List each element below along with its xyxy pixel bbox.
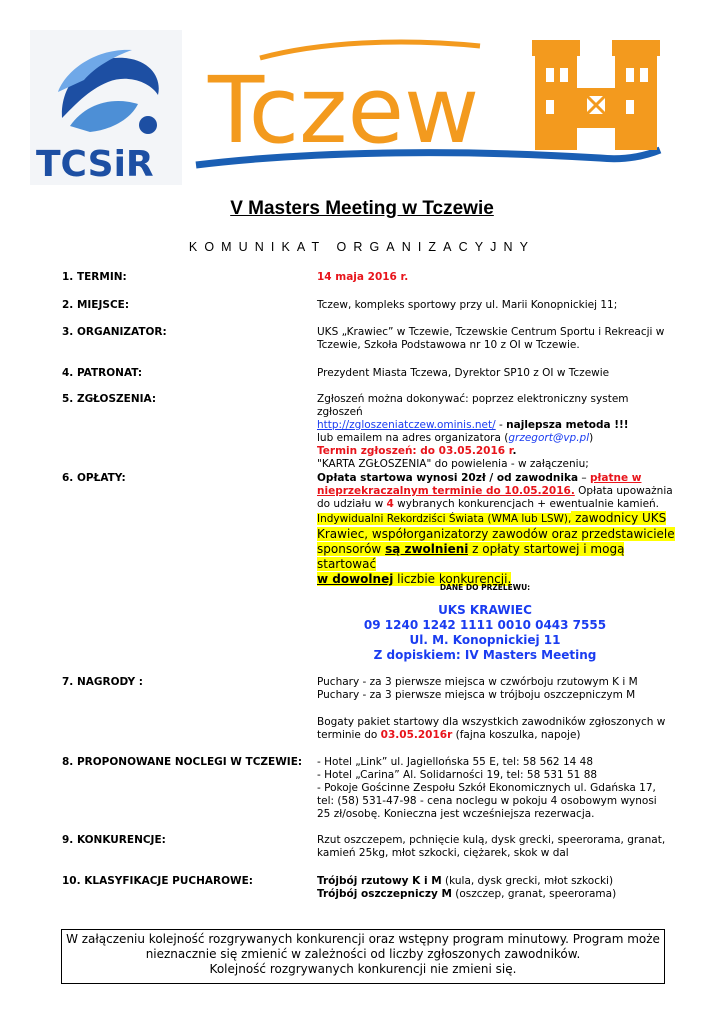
zgloszenia-line <box>317 432 677 445</box>
oplaty-line <box>317 498 677 511</box>
footer-line: Kolejność rozgrywanych konkurencji nie zmieni się. <box>209 962 517 976</box>
organizer-email[interactable]: grzegort@vp.pl <box>508 432 590 444</box>
klasyfikacje-value <box>317 875 677 901</box>
nagrody-line <box>317 729 677 742</box>
miejsce-label: 2. MIEJSCE: <box>62 299 130 311</box>
zgloszenia-line <box>317 445 677 458</box>
termin-value: 14 maja 2016 r. <box>317 271 409 283</box>
klasyfikacje-bold: Trójbój oszczepniczy M <box>317 888 452 900</box>
organizator-label: 3. ORGANIZATOR: <box>62 326 167 338</box>
registration-link[interactable]: http://zgloszeniatczew.ominis.net/ <box>317 419 496 431</box>
klasyfikacje-rest: (kula, dysk grecki, młot szkocki) <box>441 875 614 887</box>
fee-count: 4 <box>386 498 394 510</box>
exempt-bold: są zwolnieni <box>385 542 469 556</box>
noclegi-line: - Hotel „Carina” Al. Solidarności 19, tel: 58 531 51 88 <box>317 769 598 781</box>
nagrody-prefix: terminie do <box>317 729 381 741</box>
oplaty-line <box>317 527 677 542</box>
organizator-value <box>317 326 677 352</box>
konkurencje-value <box>317 834 677 860</box>
klasyfikacje-rest: (oszczep, granat, speerorama) <box>451 888 617 900</box>
klasyfikacje-label: 10. KLASYFIKACJE PUCHAROWE: <box>62 875 253 887</box>
email-suffix: ) <box>589 432 594 444</box>
exempt-text: z opłaty startowej i mogą startować <box>317 542 625 571</box>
konkurencje-label: 9. KONKURENCJE: <box>62 834 166 846</box>
konkurencje-line: kamień 25kg, młot szkocki, ciężarek, skok w dal <box>317 847 569 859</box>
oplaty-line <box>317 485 677 498</box>
oplaty-value <box>317 472 677 587</box>
deadline-suffix: . <box>512 445 517 457</box>
exempt-text: Indywidualni Rekordziści Świata (WMA lub LSW), <box>317 513 572 525</box>
oplaty-line <box>317 472 677 485</box>
fee-events: wybranych konkurencjach + ewentualnie kamień. <box>393 498 660 510</box>
bank-details <box>317 603 653 663</box>
noclegi-value <box>317 756 677 821</box>
zgloszenia-line: "KARTA ZGŁOSZENIA" do powielenia - w załączeniu; <box>317 458 589 470</box>
bank-line: Z dopiskiem: IV Masters Meeting <box>373 648 597 662</box>
nagrody-line: Puchary - za 3 pierwsze miejsca w czwórboju rzutowym K i M <box>317 676 638 688</box>
nagrody-label: 7. NAGRODY : <box>62 676 143 688</box>
konkurencje-line: Rzut oszczepem, pchnięcie kulą, dysk grecki, speerorama, granat, <box>317 834 666 846</box>
exempt-text: Krawiec, współorganizatorzy zawodów oraz przedstawiciele <box>317 527 675 541</box>
nagrody-line: Bogaty pakiet startowy dla wszystkich zawodników zgłoszonych w <box>317 716 666 728</box>
noclegi-line: tel: (58) 531-47-98 - cena noclegu w pokoju 4 osobowym wynosi <box>317 795 657 807</box>
noclegi-line: - Pokoje Gościnne Zespołu Szkół Ekonomicznych ul. Gdańska 17, <box>317 782 656 794</box>
transfer-label: DANE DO PRZELEWU: <box>439 583 531 592</box>
klasyfikacje-bold: Trójbój rzutowy K i M <box>317 875 442 887</box>
best-method-text: najlepsza metoda !!! <box>506 419 629 431</box>
noclegi-line: 25 zł/osobę. Konieczna jest wcześniejsza rezerwacja. <box>317 808 595 820</box>
email-prefix: lub emailem na adres organizatora ( <box>317 432 509 444</box>
tczew-logo <box>196 40 660 165</box>
header-logos <box>0 0 724 190</box>
fee-dash: – <box>578 472 590 484</box>
zgloszenia-value <box>317 393 677 471</box>
bank-line: UKS KRAWIEC <box>438 603 532 617</box>
exempt-text: zawodnicy UKS <box>571 511 667 525</box>
patronat-label: 4. PATRONAT: <box>62 367 143 379</box>
zgloszenia-line <box>317 419 677 432</box>
fee-deadline-a: płatne w <box>590 472 642 484</box>
noclegi-label: 8. PROPONOWANE NOCLEGI W TCZEWIE: <box>62 756 303 768</box>
klasyfikacje-line <box>317 888 677 901</box>
page-subtitle: KOMUNIKAT ORGANIZACYJNY <box>188 240 536 254</box>
organizator-line: UKS „Krawiec” w Tczewie, Tczewskie Centrum Sportu i Rekreacji w <box>317 326 665 338</box>
zgloszenia-label: 5. ZGŁOSZENIA: <box>62 393 157 405</box>
logos-svg <box>0 0 724 190</box>
footer-note <box>61 929 665 984</box>
link-suffix: - <box>495 419 507 431</box>
zgloszenia-line: Zgłoszeń można dokonywać: poprzez elektroniczny system zgłoszeń <box>317 393 629 418</box>
nagrody-line: Puchary - za 3 pierwsze miejsca w trójboju oszczepniczym M <box>317 689 636 701</box>
fee-entitles: Opłata upoważnia <box>574 485 673 497</box>
footer-line: nieznacznie się zmienić w zależności od liczby zgłoszonych zawodników. <box>145 947 581 961</box>
footer-line: W załączeniu kolejność rozgrywanych konkurencji oraz wstępny program minutowy. Program może <box>66 932 660 946</box>
deadline-text: Termin zgłoszeń: do 03.05.2016 r <box>317 445 513 457</box>
klasyfikacje-line <box>317 875 677 888</box>
page-title: V Masters Meeting w Tczewie <box>230 198 494 219</box>
exempt-text: sponsorów <box>317 542 386 556</box>
bank-line: Ul. M. Konopnickiej 11 <box>409 633 561 647</box>
tczew-logo-text: Tczew <box>208 57 480 164</box>
nagrody-date: 03.05.2016r <box>380 729 453 741</box>
tcsir-logo <box>30 30 182 185</box>
bank-line: 09 1240 1242 1111 0010 0443 7555 <box>363 618 607 632</box>
fee-participation: do udziału w <box>317 498 387 510</box>
tcsir-logo-text: TCSiR <box>36 144 154 185</box>
nagrody-value <box>317 676 677 742</box>
oplaty-line <box>317 542 677 572</box>
oplaty-line <box>317 511 677 527</box>
noclegi-line: - Hotel „Link” ul. Jagiellońska 55 E, tel: 58 562 14 48 <box>317 756 594 768</box>
exempt-bold: w dowolnej <box>317 572 394 586</box>
exempt-text: liczbie konkurencji. <box>393 572 512 586</box>
fee-deadline-b: nieprzekraczalnym terminie do 10.05.2016. <box>317 485 575 497</box>
oplaty-label: 6. OPŁATY: <box>62 472 126 484</box>
organizator-line: Tczewie, Szkoła Podstawowa nr 10 z OI w Tczewie. <box>317 339 580 351</box>
patronat-value: Prezydent Miasta Tczewa, Dyrektor SP10 z OI w Tczewie <box>317 367 610 379</box>
fee-text: Opłata startowa wynosi 20zł / od zawodnika <box>317 472 579 484</box>
miejsce-value: Tczew, kompleks sportowy przy ul. Marii Konopnickiej 11; <box>317 299 618 311</box>
nagrody-suffix: (fajna koszulka, napoje) <box>452 729 581 741</box>
termin-label: 1. TERMIN: <box>62 271 127 283</box>
